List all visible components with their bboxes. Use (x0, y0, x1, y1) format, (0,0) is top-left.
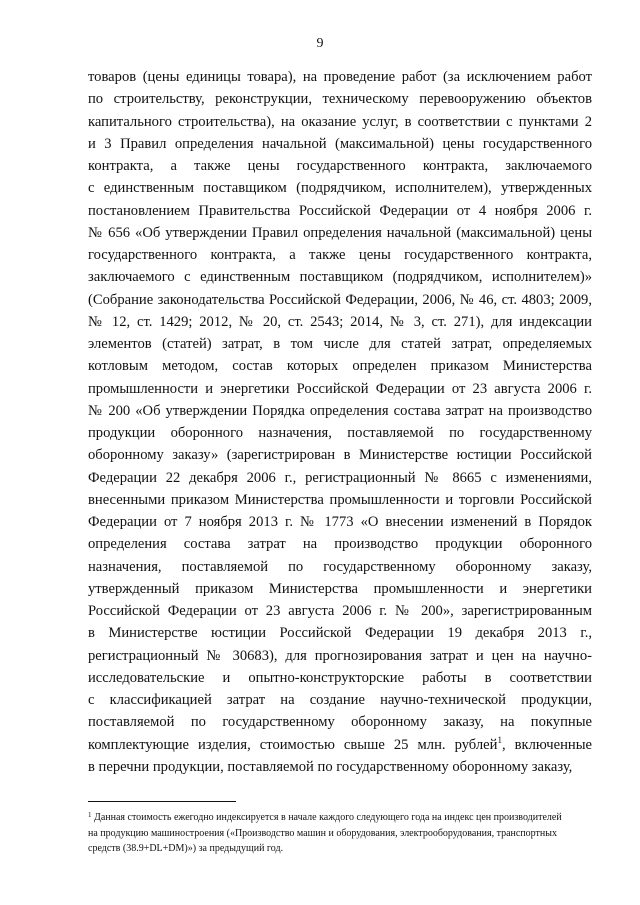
page-number: 9 (316, 36, 324, 51)
body-line: определения состава затрат на производство продукции оборонного (88, 536, 592, 553)
body-line-text: , включенные (501, 736, 592, 753)
body-line: (Собрание законодательства Российской Федерации, 2006, № 46, ст. 4803; 2009, (88, 291, 592, 308)
body-line: № 12, ст. 1429; 2012, № 20, ст. 2543; 2014, № 3, ст. 271), для индексации (88, 313, 592, 330)
body-text (88, 66, 592, 778)
footnote-text: Данная стоимость ежегодно индексируется в начале каждого следующего года на индекс цен производителей (91, 812, 562, 823)
body-line: оборонному заказу» (зарегистрирован в Министерстве юстиции Российской (88, 447, 592, 464)
body-line: назначения, поставляемой по государственному оборонному заказу, (88, 558, 592, 575)
footnote-line (88, 810, 598, 826)
body-line: государственного контракта, а также цены государственного контракта, (88, 247, 592, 263)
footnote-mark: 1 (88, 811, 92, 819)
body-line: утвержденный приказом Министерства промышленности и энергетики (88, 580, 592, 597)
body-line: капитального строительства), на оказание услуг, в соответствии с пунктами 2 (88, 113, 592, 130)
body-line: в перечни продукции, поставляемой по государственному оборонному заказу, (88, 758, 573, 775)
body-line: в Министерстве юстиции Российской Федерации 19 декабря 2013 г., (88, 625, 592, 642)
body-line: по строительству, реконструкции, техническому перевооружению объектов (88, 91, 592, 108)
body-line: № 200 «Об утверждении Порядка определения состава затрат на производство (88, 402, 592, 419)
body-line: постановлением Правительства Российской Федерации от 4 ноября 2006 г. (88, 202, 592, 219)
body-line: товаров (цены единицы товара), на проведение работ (за исключением работ (88, 69, 592, 85)
body-line: котловым методом, состав которых определен приказом Министерства (88, 358, 592, 375)
body-line: заключаемого с единственным поставщиком (подрядчиком, исполнителем)» (88, 269, 592, 286)
body-line-text: комплектующие изделия, стоимостью свыше 25 млн. рублей (88, 736, 498, 753)
footnote-separator (88, 801, 236, 802)
body-line: контракта, а также цены государственного контракта, заключаемого (88, 158, 592, 174)
body-line: внесенными приказом Министерства промышленности и торговли Российской (88, 491, 592, 508)
body-line: элементов (статей) затрат, в том числе для статей затрат, определяемых (88, 336, 592, 352)
body-line (88, 734, 592, 756)
body-line: поставляемой по государственному оборонному заказу, на покупные (88, 714, 592, 731)
footnote-reference[interactable]: 1 (497, 734, 502, 745)
footnote-line: средств (38.9+DL+DM)») за предыдущий год. (88, 843, 284, 854)
body-line: с единственным поставщиком (подрядчиком, исполнителем), утвержденных (88, 180, 592, 197)
footnote-line: на продукцию машиностроения («Производство машин и оборудования, электрооборудования, транспортных (88, 827, 557, 839)
footnote (88, 810, 598, 857)
body-line: промышленности и энергетики Российской Федерации от 23 августа 2006 г. (88, 380, 592, 397)
body-line: регистрационный № 30683), для прогнозирования затрат и цен на научно- (88, 647, 592, 664)
body-line: с классификацией затрат на создание научно-технической продукции, (88, 692, 592, 708)
body-line: исследовательские и опытно-конструкторские работы в соответствии (88, 669, 592, 686)
body-line: и 3 Правил определения начальной (максимальной) цены государственного (88, 135, 592, 152)
body-line: Федерации от 7 ноября 2013 г. № 1773 «О внесении изменений в Порядок (88, 514, 592, 530)
body-line: Российской Федерации от 23 августа 2006 г. № 200», зарегистрированным (88, 603, 592, 619)
body-line: Федерации 22 декабря 2006 г., регистрационный № 8665 с изменениями, (88, 469, 592, 486)
body-line: № 656 «Об утверждении Правил определения начальной (максимальной) цены (88, 224, 592, 241)
body-line: продукции оборонного назначения, поставляемой по государственному (88, 425, 592, 441)
